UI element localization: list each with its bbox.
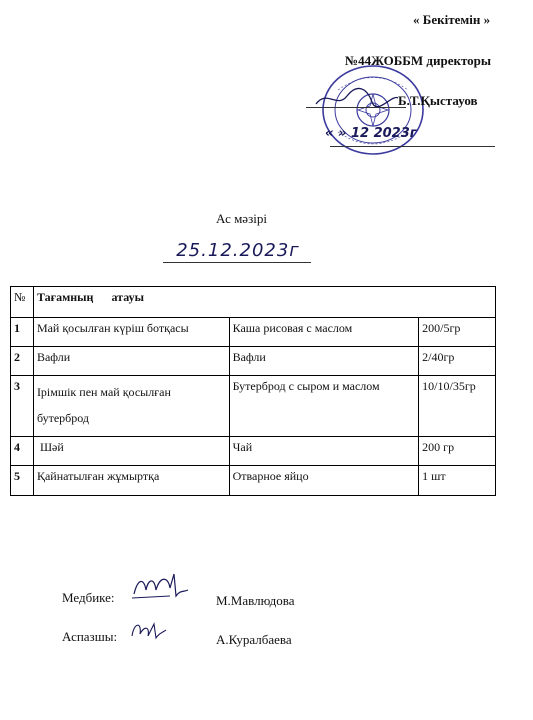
row-number: 2 xyxy=(11,347,34,376)
dish-name-kz: Шәй xyxy=(33,437,229,466)
table-header-row xyxy=(11,287,496,318)
nurse-signature xyxy=(130,570,190,604)
table-row xyxy=(11,376,496,437)
menu-date: 25.12.2023г xyxy=(176,240,300,261)
row-number: 1 xyxy=(11,318,34,347)
dish-name-kz: Вафли xyxy=(33,347,229,376)
dish-quantity: 200 гр xyxy=(419,437,496,466)
header-number: № xyxy=(11,287,34,318)
dish-quantity: 200/5гр xyxy=(419,318,496,347)
table-row xyxy=(11,437,496,466)
dish-quantity: 1 шт xyxy=(419,466,496,496)
dish-name-kz: Ірімшік пен май қосылған бутерброд xyxy=(33,376,229,437)
dish-name-ru: Чай xyxy=(229,437,419,466)
row-number: 3 xyxy=(11,376,34,437)
nurse-name: М.Мавлюдова xyxy=(216,593,295,608)
approval-heading: « Бекітемін » xyxy=(413,12,491,27)
approval-date-line xyxy=(330,145,495,147)
row-number: 4 xyxy=(11,437,34,466)
table-row xyxy=(11,466,496,496)
dish-name-ru: Вафли xyxy=(229,347,419,376)
dish-name-kz: Май қосылған күріш ботқасы xyxy=(33,318,229,347)
approval-date: « » 12 2023г xyxy=(325,126,417,141)
cook-label: Аспазшы: xyxy=(62,629,118,644)
dish-quantity: 2/40гр xyxy=(419,347,496,376)
dish-quantity: 10/10/35гр xyxy=(419,376,496,437)
dish-name-ru: Отварное яйцо xyxy=(229,466,419,496)
cook-name: А.Куралбаева xyxy=(216,632,292,647)
nurse-label: Медбике: xyxy=(62,590,115,605)
director-signature xyxy=(312,84,402,112)
cook-signature xyxy=(128,618,168,644)
menu-date-line xyxy=(163,262,311,263)
dish-name-ru: Бутерброд с сыром и маслом xyxy=(229,376,419,437)
page-title: Ас мәзірі xyxy=(216,211,267,226)
dish-name-kz: Қайнатылған жұмыртқа xyxy=(33,466,229,496)
menu-table xyxy=(10,286,496,496)
dish-name-ru: Каша рисовая с маслом xyxy=(229,318,419,347)
director-title: №44ЖОББМ директоры xyxy=(345,53,492,68)
header-dish-name: Тағамның атауы xyxy=(33,287,495,318)
table-row xyxy=(11,347,496,376)
table-row xyxy=(11,318,496,347)
director-name: Б.Т.Қыстауов xyxy=(398,93,478,108)
row-number: 5 xyxy=(11,466,34,496)
